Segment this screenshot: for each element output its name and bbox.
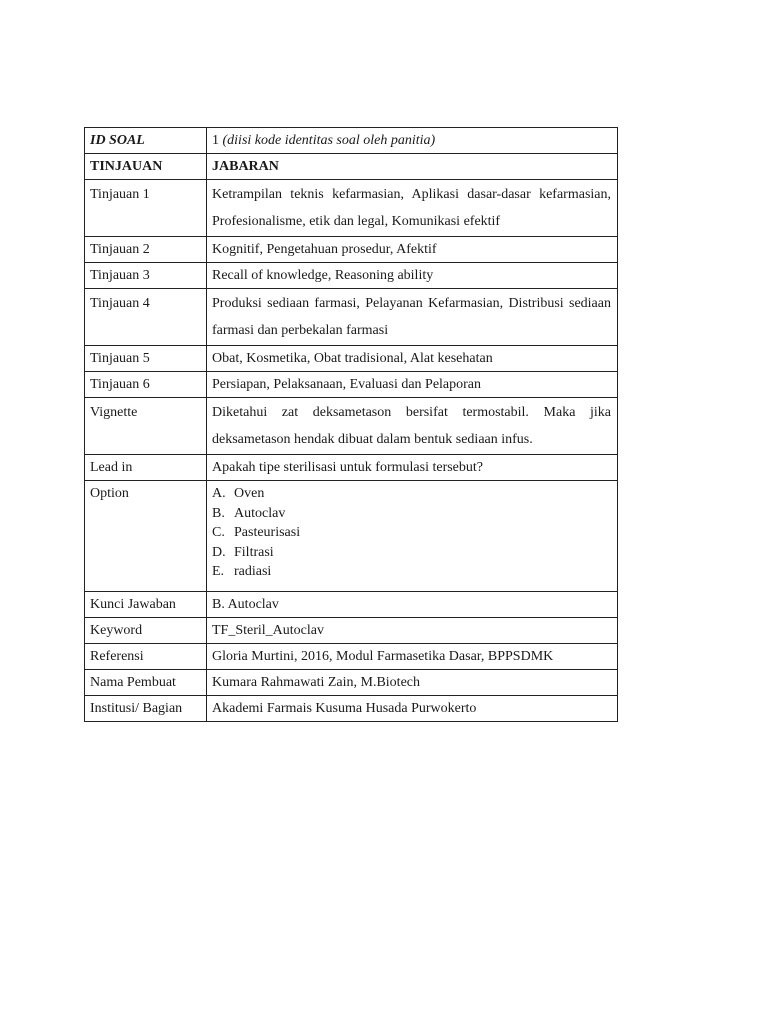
list-item [212, 562, 611, 582]
option-letter: B. [212, 505, 225, 521]
question-table [84, 127, 618, 722]
row-value: B. Autoclav [207, 592, 618, 618]
option-text: Pasteurisasi [234, 525, 301, 540]
header-row [85, 154, 618, 180]
row-value: Produksi sediaan farmasi, Pelayanan Kefarmasian, Distribusi sediaan farmasi dan perbekalan farmasi [207, 289, 618, 346]
table-row-keyword [85, 618, 618, 644]
row-value: Persiapan, Pelaksanaan, Evaluasi dan Pelaporan [207, 372, 618, 398]
row-label: Tinjauan 5 [85, 346, 207, 372]
row-value: Gloria Murtini, 2016, Modul Farmasetika Dasar, BPPSDMK [207, 644, 618, 670]
row-value: Kumara Rahmawati Zain, M.Biotech [207, 670, 618, 696]
table-row-tinjauan-6 [85, 372, 618, 398]
row-label: Vignette [85, 398, 207, 455]
header-tinjauan: TINJAUAN [85, 154, 207, 180]
id-soal-number: 1 [212, 133, 219, 148]
row-value: TF_Steril_Autoclav [207, 618, 618, 644]
row-label: Kunci Jawaban [85, 592, 207, 618]
option-text: radiasi [234, 564, 272, 579]
option-text: Oven [234, 486, 265, 501]
id-soal-row [85, 128, 618, 154]
table-row-referensi [85, 644, 618, 670]
table-row-tinjauan-2 [85, 237, 618, 263]
row-value: Recall of knowledge, Reasoning ability [207, 263, 618, 289]
row-label: Referensi [85, 644, 207, 670]
row-label: Keyword [85, 618, 207, 644]
row-label: Tinjauan 6 [85, 372, 207, 398]
option-list [212, 484, 611, 582]
row-label: Tinjauan 2 [85, 237, 207, 263]
row-label: Nama Pembuat [85, 670, 207, 696]
list-item [212, 523, 611, 543]
table-row-vignette [85, 398, 618, 455]
list-item [212, 484, 611, 504]
row-value: Diketahui zat deksametason bersifat termostabil. Maka jika deksametason hendak dibuat dalam bentuk sediaan infus. [207, 398, 618, 455]
table-row-nama-pembuat [85, 670, 618, 696]
option-letter: A. [212, 486, 226, 501]
row-value: Obat, Kosmetika, Obat tradisional, Alat kesehatan [207, 346, 618, 372]
table-row-institusi [85, 696, 618, 722]
option-list-cell [207, 481, 618, 592]
row-label: Tinjauan 3 [85, 263, 207, 289]
row-label: Institusi/ Bagian [85, 696, 207, 722]
table-row-kunci-jawaban [85, 592, 618, 618]
option-letter: C. [212, 525, 225, 540]
table-row-tinjauan-3 [85, 263, 618, 289]
table-row-tinjauan-1 [85, 180, 618, 237]
option-text: Filtrasi [234, 544, 274, 560]
row-label: Option [85, 481, 207, 592]
id-soal-label: ID SOAL [85, 128, 207, 154]
option-letter: D. [212, 544, 226, 560]
option-letter: E. [212, 564, 225, 579]
row-label: Tinjauan 1 [85, 180, 207, 237]
table-row-option [85, 481, 618, 592]
table-row-lead-in [85, 455, 618, 481]
row-value: Apakah tipe sterilisasi untuk formulasi tersebut? [207, 455, 618, 481]
row-value: Akademi Farmais Kusuma Husada Purwokerto [207, 696, 618, 722]
id-soal-note: (diisi kode identitas soal oleh panitia) [222, 133, 436, 148]
table-row-tinjauan-4 [85, 289, 618, 346]
id-soal-value [207, 128, 618, 154]
table-row-tinjauan-5 [85, 346, 618, 372]
header-jabaran: JABARAN [207, 154, 618, 180]
row-label: Lead in [85, 455, 207, 481]
row-label: Tinjauan 4 [85, 289, 207, 346]
option-text: Autoclav [234, 505, 286, 521]
list-item [212, 543, 611, 563]
row-value: Kognitif, Pengetahuan prosedur, Afektif [207, 237, 618, 263]
row-value: Ketrampilan teknis kefarmasian, Aplikasi dasar-dasar kefarmasian, Profesionalisme, etik dan legal, Komunikasi efektif [207, 180, 618, 237]
list-item [212, 504, 611, 524]
